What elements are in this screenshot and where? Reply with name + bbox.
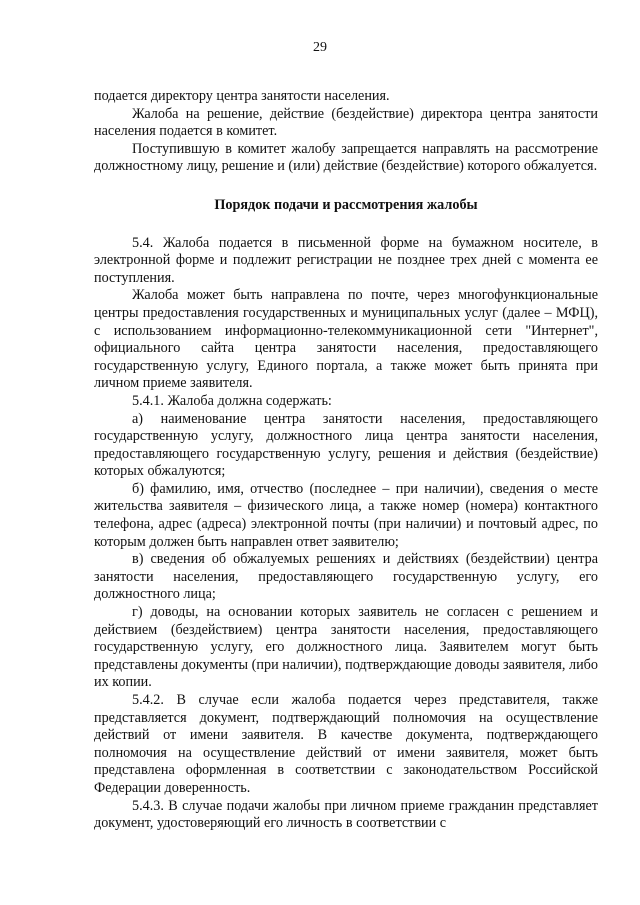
list-item: б) фамилию, имя, отчество (последнее – при наличии), сведения о месте жительства заявителя – физического лица, а также номер (номера) контактного телефона, адрес (адреса) электронной почты (при наличии) и почтовый адрес, по которым должен быть направлен ответ заявителю;: [94, 480, 598, 550]
paragraph: Поступившую в комитет жалобу запрещается направлять на рассмотрение должностному лицу, решение и (или) действие (бездействие) которого обжалуется.: [94, 140, 598, 175]
list-item: г) доводы, на основании которых заявитель не согласен с решением и действием (бездействием) центра занятости населения, предоставляющего государственную услугу, его должностного лица. Заявителем могут быть представлены документы (при наличии), подтверждающие доводы заявителя, либо их копии.: [94, 604, 598, 691]
paragraph: 5.4.1. Жалоба должна содержать:: [132, 392, 332, 409]
paragraph: Жалоба на решение, действие (бездействие) директора центра занятости населения подается в комитет.: [94, 105, 598, 140]
paragraph: Жалоба может быть направлена по почте, через многофункциональные центры предоставления государственных и муниципальных услуг (далее – МФЦ), с использованием информационно-телекоммуникационной сети "Интернет", официального сайта центра занятости населения, предоставляющего государственную услугу, Единого портала, а также может быть принята при личном приеме заявителя.: [94, 287, 598, 392]
section-heading: Порядок подачи и рассмотрения жалобы: [214, 196, 478, 213]
document-body: [94, 88, 598, 833]
list-item: а) наименование центра занятости населения, предоставляющего государственную услугу, должностного лица центра занятости населения, предоставляющего государственную услугу, решения и действия (бездействие) которых обжалуются;: [94, 410, 598, 480]
list-item: в) сведения об обжалуемых решениях и действиях (бездействии) центра занятости населения, предоставляющего государственную услугу, его должностного лица;: [94, 551, 598, 603]
paragraph: подается директору центра занятости населения.: [94, 88, 390, 104]
page-number: 29: [313, 40, 327, 55]
paragraph: 5.4.2. В случае если жалоба подается через представителя, также представляется документ, подтверждающий полномочия на осуществление действий от имени заявителя. В качестве документа, подтверждающего полномочия на осуществление действий от имени заявителя, может быть представлена оформленная в соответствии с законодательством Российской Федерации доверенность.: [94, 692, 598, 796]
paragraph: 5.4. Жалоба подается в письменной форме на бумажном носителе, в электронной форме и подлежит регистрации не позднее трех дней с момента ее поступления.: [94, 234, 598, 286]
paragraph: 5.4.3. В случае подачи жалобы при личном приеме гражданин представляет документ, удостоверяющий его личность в соответствии с: [94, 797, 598, 832]
